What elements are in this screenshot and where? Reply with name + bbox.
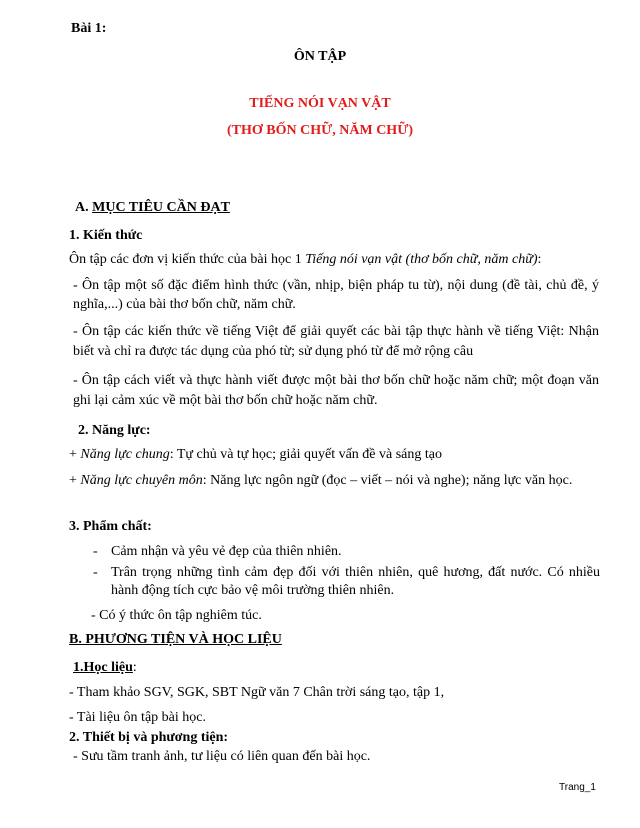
competence-general-text: : Tự chủ và tự học; giải quyết vấn đề và sáng tạo <box>169 447 442 462</box>
section-b-heading <box>69 631 282 648</box>
equipment-heading: 2. Thiết bị và phương tiện: <box>69 730 229 745</box>
equipment-item-1: - Sưu tầm tranh ảnh, tư liệu có liên quan đến bài học. <box>73 749 371 764</box>
quality-item-3: - Có ý thức ôn tập nghiêm túc. <box>91 608 262 623</box>
competence-specific-text: : Năng lực ngôn ngữ (đọc – viết – nói và nghe); năng lực văn học. <box>202 473 573 488</box>
knowledge-intro <box>69 251 541 268</box>
subtitle-line-1: TIẾNG NÓI VẠN VẬT <box>249 96 391 111</box>
quality-heading: 3. Phẩm chất: <box>69 519 152 534</box>
competence-specific-prefix: + <box>69 473 81 488</box>
quality-item-1-dash: - <box>93 544 98 559</box>
knowledge-bullet-3: - Ôn tập cách viết và thực hành viết được một bài thơ bốn chữ hoặc năm chữ; một đoạn văn ghi lại cảm xúc về một bài thơ bốn chữ hoặc năm chữ. <box>73 373 599 408</box>
materials-item-2: - Tài liệu ôn tập bài học. <box>69 710 206 725</box>
competence-specific-label: Năng lực chuyên môn <box>80 473 203 488</box>
materials-item-1: - Tham khảo SGV, SGK, SBT Ngữ văn 7 Chân trời sáng tạo, tập 1, <box>69 685 445 700</box>
section-a-heading <box>75 199 230 216</box>
competence-general-prefix: + <box>69 447 81 462</box>
competence-general-label: Năng lực chung <box>80 447 170 462</box>
knowledge-bullet-1: - Ôn tập một số đặc điểm hình thức (vần, nhịp, biện pháp tu từ), nội dung (đề tài, chủ đề, ý nghĩa,...) của bài thơ bốn chữ, năm chữ. <box>73 278 599 312</box>
knowledge-intro-text: Ôn tập các đơn vị kiến thức của bài học 1 <box>69 252 306 267</box>
materials-heading <box>73 659 137 676</box>
subtitle-line-2: (THƠ BỐN CHỮ, NĂM CHỮ) <box>227 123 413 138</box>
section-a-title: MỤC TIÊU CẦN ĐẠT <box>92 200 230 215</box>
page-title: ÔN TẬP <box>293 49 347 64</box>
lesson-label: Bài 1: <box>71 21 107 36</box>
knowledge-bullet-2: - Ôn tập các kiến thức về tiếng Việt để giải quyết các bài tập thực hành về tiếng Việt: Nhận biết và chỉ ra được tác dụng của phó từ; sử dụng phó từ để mở rộng câu <box>73 324 599 359</box>
quality-item-2: Trân trọng những tình cảm đẹp đối với thiên nhiên, quê hương, đất nước. Có nhiều hành động tích cực bảo vệ môi trường thiên nhiên. <box>111 565 600 598</box>
page-footer: Trang_1 <box>559 782 596 793</box>
competence-heading: 2. Năng lực: <box>78 423 151 438</box>
materials-heading-colon: : <box>132 660 137 675</box>
quality-item-1: Cảm nhận và yêu vẻ đẹp của thiên nhiên. <box>111 544 342 559</box>
competence-general <box>69 446 442 463</box>
knowledge-intro-lesson: Tiếng nói vạn vật (thơ bốn chữ, năm chữ) <box>305 252 538 267</box>
materials-heading-text: 1.Học liệu <box>73 660 133 675</box>
knowledge-intro-end: : <box>537 252 542 267</box>
competence-specific <box>69 471 599 490</box>
quality-item-2-dash: - <box>93 565 98 580</box>
section-b-title: B. PHƯƠNG TIỆN VÀ HỌC LIỆU <box>69 632 282 647</box>
knowledge-heading: 1. Kiến thức <box>69 228 143 243</box>
section-a-prefix: A. <box>75 200 93 215</box>
